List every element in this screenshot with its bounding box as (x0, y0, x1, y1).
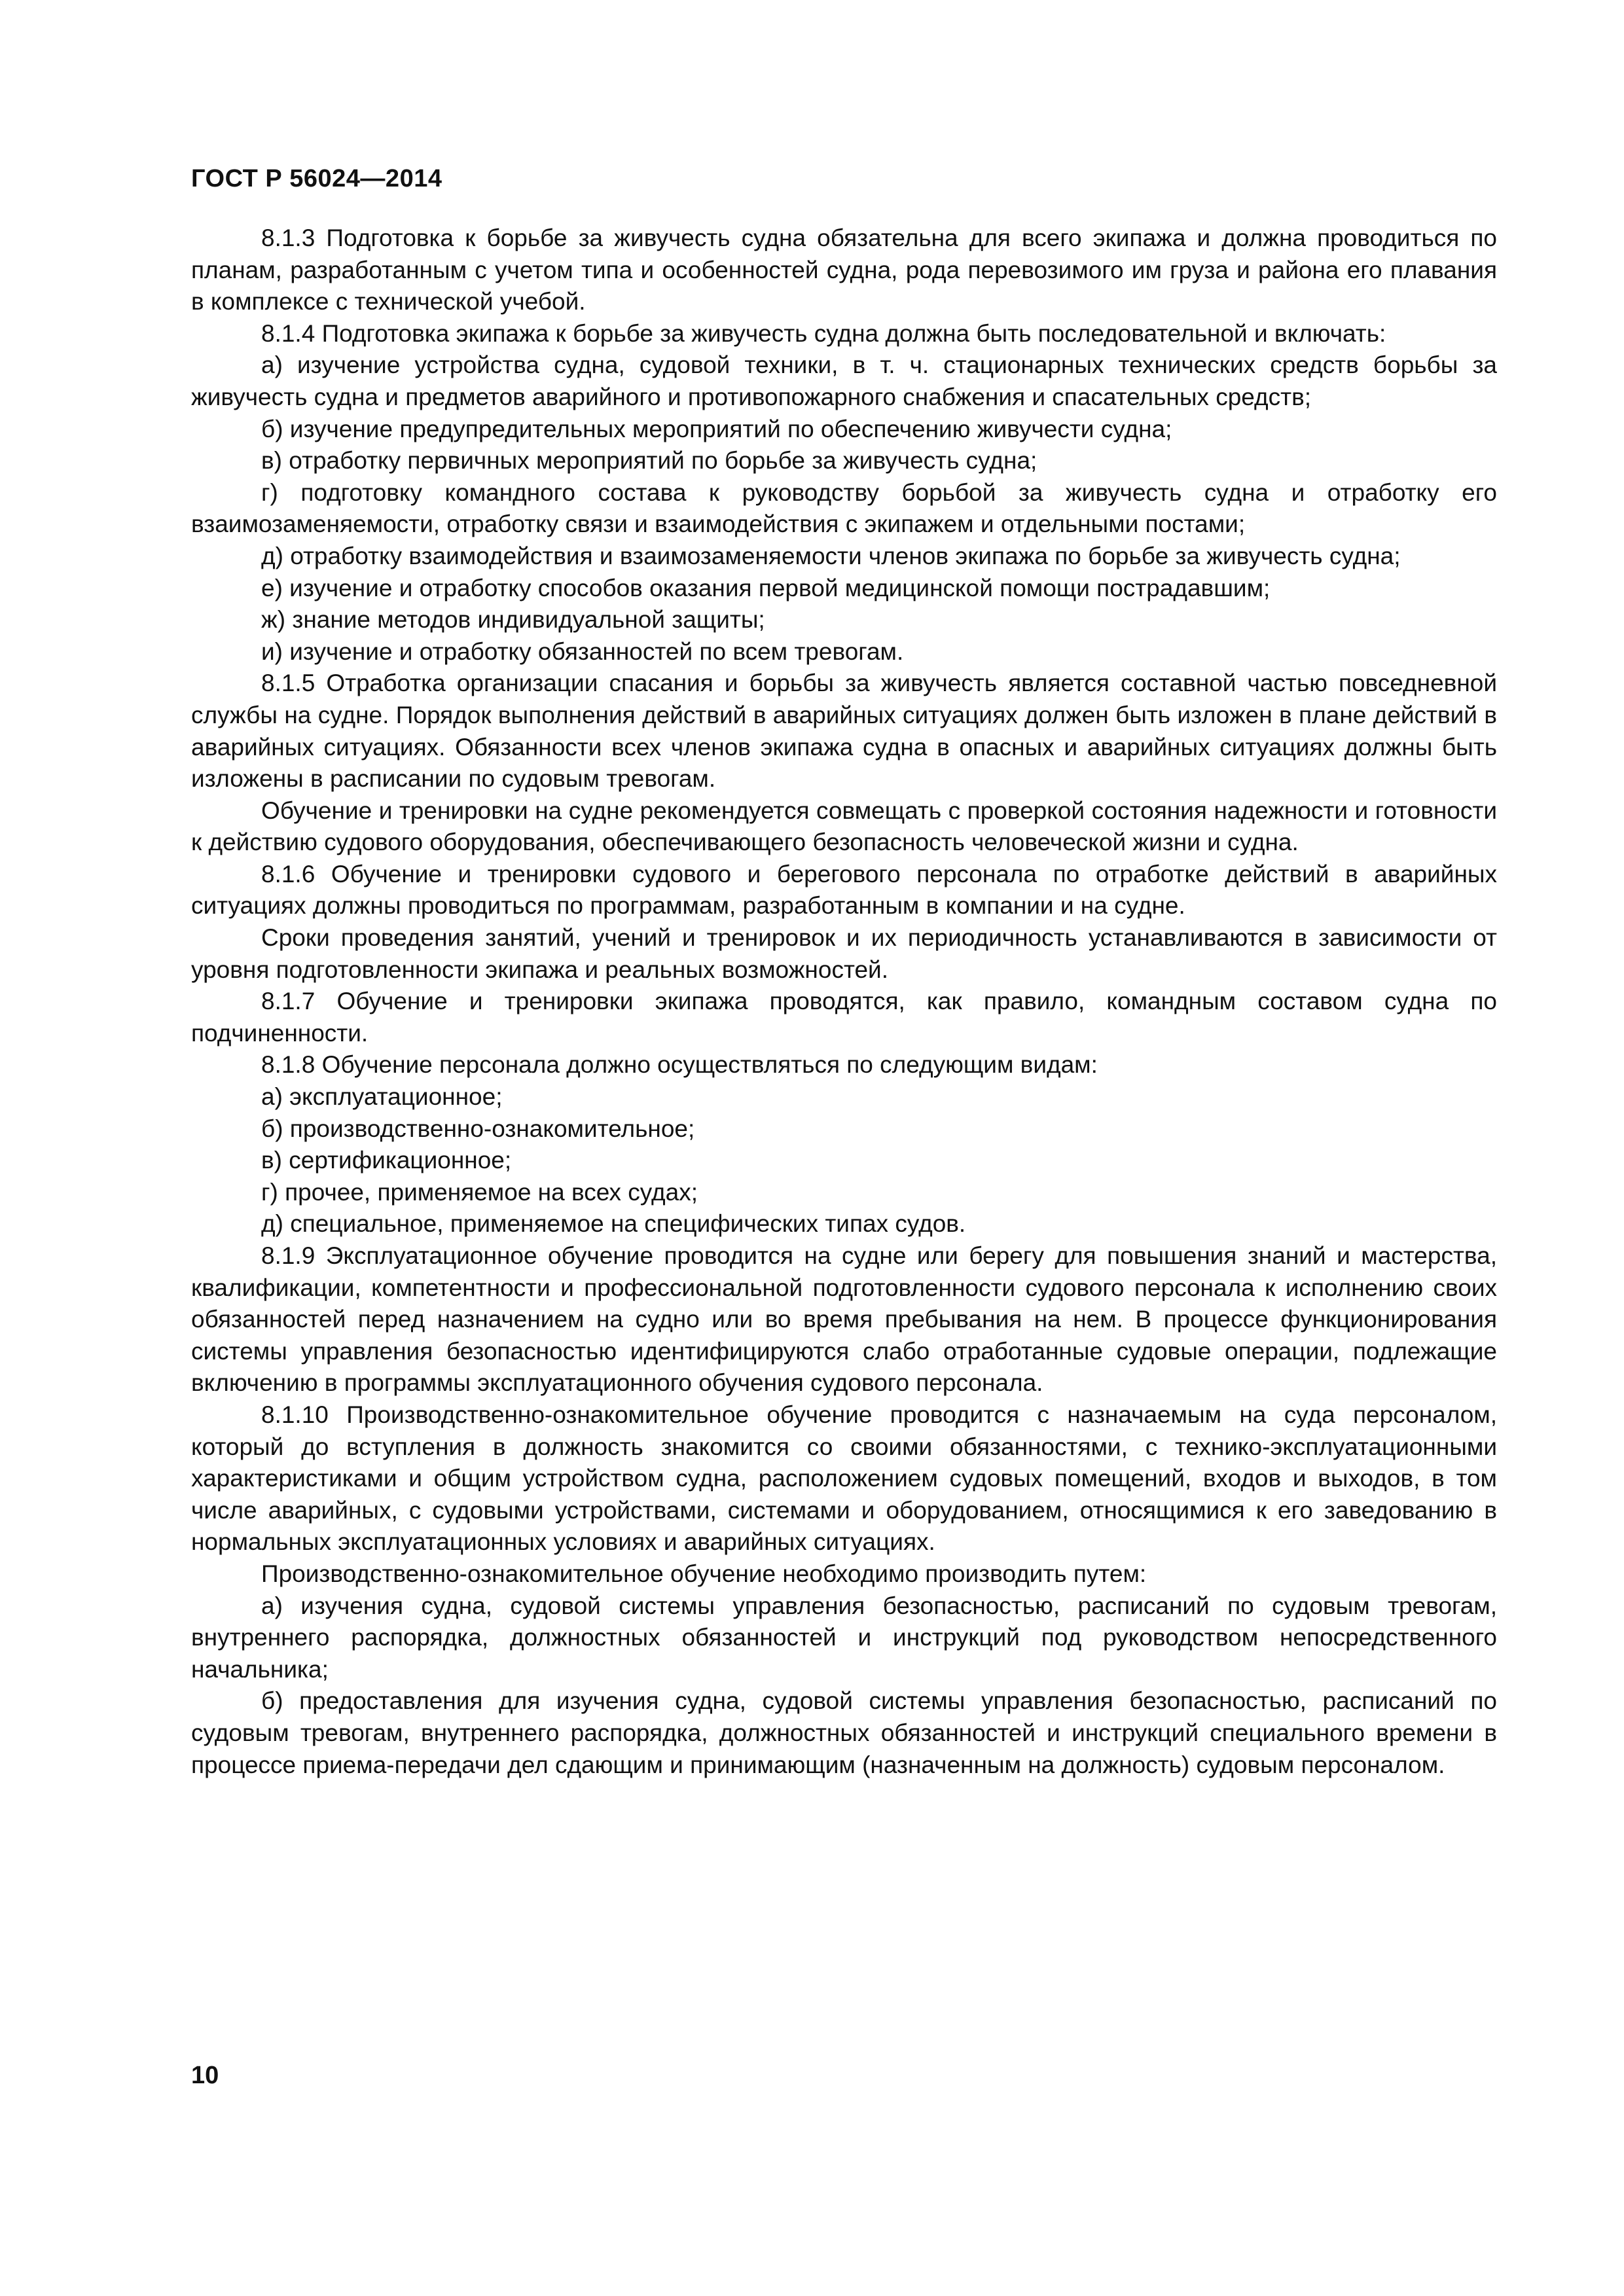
list-item: б) производственно-ознакомительное; (261, 1115, 695, 1142)
paragraph-8-1-4: 8.1.4 Подготовка экипажа к борьбе за живучесть судна должна быть последовательной и включать: (261, 319, 1386, 347)
document-body (191, 223, 1497, 1781)
list-item: е) изучение и отработку способов оказания первой медицинской помощи пострадавшим; (261, 574, 1271, 601)
paragraph: Сроки проведения занятий, учений и тренировок и их периодичность устанавливаются в зависимости от уровня подготовленности экипажа и реальных возможностей. (191, 924, 1497, 983)
list-item: б) изучение предупредительных мероприятий по обеспечению живучести судна; (261, 415, 1172, 442)
list-item: а) эксплуатационное; (261, 1083, 503, 1111)
list-item: д) отработку взаимодействия и взаимозаменяемости членов экипажа по борьбе за живучесть судна; (261, 542, 1401, 569)
list-item: а) изучения судна, судовой системы управления безопасностью, расписаний по судовым тревогам, внутреннего распорядка, должностных обязанностей и инструкций под руководством непосредственного начальника; (191, 1592, 1497, 1683)
paragraph-8-1-6: 8.1.6 Обучение и тренировки судового и берегового персонала по отработке действий в аварийных ситуациях должны проводиться по программам, разработанным в компании и на судне. (191, 860, 1497, 920)
standard-header: ГОСТ Р 56024—2014 (191, 165, 442, 192)
paragraph-8-1-9: 8.1.9 Эксплуатационное обучение проводится на судне или берегу для повышения знаний и мастерства, квалификации, компетентности и профессиональной подготовленности судового персонала к исполнению своих обязанностей перед назначением на судно или во время пребывания на нем. В процессе функционирования системы управления безопасностью идентифицируются слабо отработанные судовые операции, подлежащие включению в программы эксплуатационного обучения судового персонала. (191, 1242, 1497, 1397)
list-item: ж) знание методов индивидуальной защиты; (261, 606, 765, 634)
paragraph-8-1-5: 8.1.5 Отработка организации спасания и борьбы за живучесть является составной частью повседневной службы на судне. Порядок выполнения действий в аварийных ситуациях должен быть изложен в плане действий в аварийных ситуациях. Обязанности всех членов экипажа судна в опасных и аварийных ситуациях должны быть изложены в расписании по судовым тревогам. (191, 670, 1497, 793)
list-item: б) предоставления для изучения судна, судовой системы управления безопасностью, расписаний по судовым тревогам, внутреннего распорядка, должностных обязанностей и инструкций специального времени в процессе приема-передачи дел сдающим и принимающим (назначенным на должность) судовым персоналом. (191, 1687, 1497, 1778)
list-item: г) прочее, применяемое на всех судах; (261, 1178, 698, 1206)
page-number: 10 (191, 2062, 219, 2089)
list-item: а) изучение устройства судна, судовой техники, в т. ч. стационарных технических средств борьбы за живучесть судна и предметов аварийного и противопожарного снабжения и спасательных средств; (191, 351, 1497, 410)
list-item: г) подготовку командного состава к руководству борьбой за живучесть судна и отработку его взаимозаменяемости, отработку связи и взаимодействия с экипажем и отдельными постами; (191, 478, 1497, 538)
paragraph-8-1-3: 8.1.3 Подготовка к борьбе за живучесть судна обязательна для всего экипажа и должна проводиться по планам, разработанным с учетом типа и особенностей судна, рода перевозимого им груза и района его плавания в комплексе с технической учебой. (191, 224, 1497, 315)
list-item: и) изучение и отработку обязанностей по всем тревогам. (261, 637, 904, 665)
paragraph: Производственно-ознакомительное обучение необходимо производить путем: (261, 1560, 1147, 1587)
paragraph-8-1-8: 8.1.8 Обучение персонала должно осуществляться по следующим видам: (261, 1051, 1098, 1079)
paragraph: Обучение и тренировки на судне рекомендуется совмещать с проверкой состояния надежности и готовности к действию судового оборудования, обеспечивающего безопасность человеческой жизни и судна. (191, 797, 1497, 856)
paragraph-8-1-7: 8.1.7 Обучение и тренировки экипажа проводятся, как правило, командным составом судна по подчиненности. (191, 988, 1497, 1047)
list-item: д) специальное, применяемое на специфических типах судов. (261, 1210, 966, 1238)
paragraph-8-1-10: 8.1.10 Производственно-ознакомительное обучение проводится с назначаемым на суда персоналом, который до вступления в должность знакомится со своими обязанностями, с технико-эксплуатационными характеристиками и общим устройством судна, расположением судовых помещений, входов и выходов, в том числе аварийных, с судовыми устройствами, системами и оборудованием, относящимися к его заведованию в нормальных эксплуатационных условиях и аварийных ситуациях. (191, 1401, 1497, 1556)
list-item: в) сертификационное; (261, 1147, 512, 1174)
list-item: в) отработку первичных мероприятий по борьбе за живучесть судна; (261, 447, 1038, 475)
